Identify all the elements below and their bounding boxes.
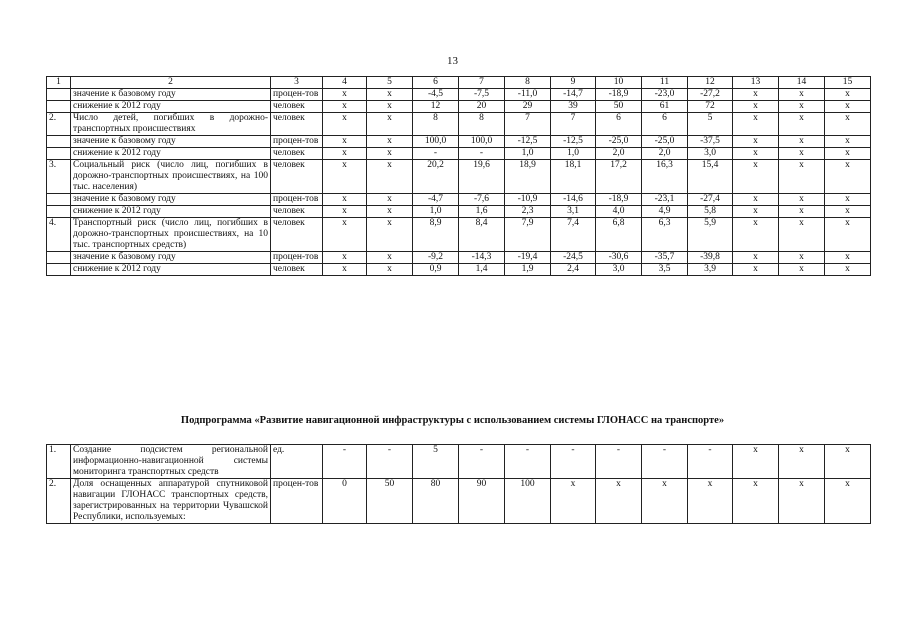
value-cell: -27,2 <box>688 89 733 101</box>
value-cell: х <box>323 252 367 264</box>
value-cell: х <box>733 445 779 479</box>
unit-of-measure: процен-тов <box>271 194 323 206</box>
value-cell: -7,5 <box>459 89 505 101</box>
subprogram-table <box>46 444 871 524</box>
value-cell: х <box>551 479 596 524</box>
table-row <box>47 89 871 101</box>
indicator-name: Социальный риск (число лиц, погибших в дорожно-транспортных происшествиях, на 100 тыс. населения) <box>71 160 271 194</box>
table-row <box>47 136 871 148</box>
value-cell: х <box>733 479 779 524</box>
value-cell: -27,4 <box>688 194 733 206</box>
value-cell: -12,5 <box>551 136 596 148</box>
value-cell: - <box>505 445 551 479</box>
page-number: 13 <box>447 55 458 67</box>
value-cell: -39,8 <box>688 252 733 264</box>
row-number: 1. <box>47 445 71 479</box>
value-cell: -12,5 <box>505 136 551 148</box>
value-cell: -4,7 <box>413 194 459 206</box>
value-cell: х <box>367 136 413 148</box>
row-number <box>47 89 71 101</box>
value-cell: -25,0 <box>642 136 688 148</box>
unit-of-measure: человек <box>271 113 323 136</box>
value-cell: х <box>642 479 688 524</box>
value-cell: х <box>367 206 413 218</box>
value-cell: х <box>825 206 871 218</box>
value-cell: х <box>825 101 871 113</box>
unit-of-measure: человек <box>271 218 323 252</box>
value-cell: х <box>779 445 825 479</box>
value-cell: х <box>733 160 779 194</box>
column-number: 6 <box>413 77 459 89</box>
value-cell: - <box>688 445 733 479</box>
value-cell: х <box>779 148 825 160</box>
value-cell: 16,3 <box>642 160 688 194</box>
value-cell: 6,8 <box>596 218 642 252</box>
column-number: 2 <box>71 77 271 89</box>
row-number: 3. <box>47 160 71 194</box>
value-cell: -14,3 <box>459 252 505 264</box>
table-row <box>47 160 871 194</box>
value-cell: х <box>825 136 871 148</box>
value-cell: х <box>733 264 779 276</box>
value-cell: - <box>596 445 642 479</box>
value-cell: х <box>733 218 779 252</box>
value-cell: 61 <box>642 101 688 113</box>
value-cell: х <box>367 89 413 101</box>
value-cell: -11,0 <box>505 89 551 101</box>
value-cell: 90 <box>459 479 505 524</box>
value-cell: 80 <box>413 479 459 524</box>
value-cell: 1,9 <box>505 264 551 276</box>
value-cell: 7 <box>505 113 551 136</box>
value-cell: - <box>459 445 505 479</box>
unit-of-measure: человек <box>271 148 323 160</box>
column-number: 7 <box>459 77 505 89</box>
value-cell: х <box>779 89 825 101</box>
value-cell: х <box>825 194 871 206</box>
value-cell: х <box>688 479 733 524</box>
unit-of-measure: процен-тов <box>271 252 323 264</box>
value-cell: 29 <box>505 101 551 113</box>
value-cell: -10,9 <box>505 194 551 206</box>
value-cell: - <box>459 148 505 160</box>
row-number <box>47 252 71 264</box>
value-cell: -7,6 <box>459 194 505 206</box>
value-cell: 5 <box>413 445 459 479</box>
row-number <box>47 264 71 276</box>
value-cell: -19,4 <box>505 252 551 264</box>
value-cell: 3,9 <box>688 264 733 276</box>
value-cell: 4,0 <box>596 206 642 218</box>
value-cell: 8 <box>459 113 505 136</box>
value-cell: х <box>779 479 825 524</box>
value-cell: 18,9 <box>505 160 551 194</box>
value-cell: х <box>825 148 871 160</box>
column-number-row <box>47 77 871 89</box>
column-number: 5 <box>367 77 413 89</box>
value-cell: х <box>323 194 367 206</box>
column-number: 3 <box>271 77 323 89</box>
value-cell: 72 <box>688 101 733 113</box>
value-cell: 7,4 <box>551 218 596 252</box>
column-number: 10 <box>596 77 642 89</box>
value-cell: 0 <box>323 479 367 524</box>
value-cell: 2,0 <box>642 148 688 160</box>
value-cell: х <box>323 113 367 136</box>
table-row <box>47 206 871 218</box>
value-cell: 7 <box>551 113 596 136</box>
indicator-name: значение к базовому году <box>71 252 271 264</box>
value-cell: 6 <box>596 113 642 136</box>
value-cell: -9,2 <box>413 252 459 264</box>
value-cell: х <box>367 113 413 136</box>
value-cell: х <box>825 89 871 101</box>
value-cell: 12 <box>413 101 459 113</box>
value-cell: 100 <box>505 479 551 524</box>
value-cell: х <box>825 479 871 524</box>
value-cell: х <box>779 194 825 206</box>
column-number: 4 <box>323 77 367 89</box>
column-number: 13 <box>733 77 779 89</box>
unit-of-measure: человек <box>271 101 323 113</box>
value-cell: х <box>367 160 413 194</box>
value-cell: 3,5 <box>642 264 688 276</box>
table-row <box>47 148 871 160</box>
value-cell: х <box>323 136 367 148</box>
column-number: 15 <box>825 77 871 89</box>
value-cell: 6 <box>642 113 688 136</box>
value-cell: 15,4 <box>688 160 733 194</box>
value-cell: х <box>733 113 779 136</box>
value-cell: 5,8 <box>688 206 733 218</box>
table-row <box>47 113 871 136</box>
value-cell: х <box>733 252 779 264</box>
table-row <box>47 445 871 479</box>
column-number: 1 <box>47 77 71 89</box>
column-number: 11 <box>642 77 688 89</box>
indicator-name: Транспортный риск (число лиц, погибших в дорожно-транспортных происшествиях, на 10 тыс. транспортных средств) <box>71 218 271 252</box>
value-cell: -35,7 <box>642 252 688 264</box>
value-cell: х <box>779 206 825 218</box>
value-cell: 39 <box>551 101 596 113</box>
subprogram-title: Подпрограмма «Развитие навигационной инфраструктуры с использованием системы ГЛОНАСС на транспорте» <box>180 415 725 426</box>
row-number <box>47 136 71 148</box>
value-cell: 100,0 <box>413 136 459 148</box>
value-cell: -24,5 <box>551 252 596 264</box>
indicator-name: снижение к 2012 году <box>71 148 271 160</box>
value-cell: 5,9 <box>688 218 733 252</box>
indicator-name: снижение к 2012 году <box>71 264 271 276</box>
value-cell: х <box>323 160 367 194</box>
indicators-table <box>46 76 871 276</box>
value-cell: х <box>779 136 825 148</box>
indicator-name: Создание подсистем региональной информационно-навигационной системы мониторинга транспортных средств <box>71 445 271 479</box>
unit-of-measure: процен-тов <box>271 136 323 148</box>
row-number: 2. <box>47 113 71 136</box>
value-cell: х <box>367 252 413 264</box>
value-cell: х <box>779 160 825 194</box>
row-number <box>47 206 71 218</box>
value-cell: -23,0 <box>642 89 688 101</box>
value-cell: х <box>733 101 779 113</box>
value-cell: 19,6 <box>459 160 505 194</box>
table-row <box>47 264 871 276</box>
value-cell: - <box>551 445 596 479</box>
value-cell: 2,3 <box>505 206 551 218</box>
value-cell: -18,9 <box>596 89 642 101</box>
value-cell: -4,5 <box>413 89 459 101</box>
value-cell: х <box>825 264 871 276</box>
value-cell: х <box>323 264 367 276</box>
value-cell: 20 <box>459 101 505 113</box>
value-cell: х <box>367 218 413 252</box>
value-cell: х <box>779 218 825 252</box>
value-cell: х <box>323 89 367 101</box>
value-cell: - <box>323 445 367 479</box>
value-cell: 4,9 <box>642 206 688 218</box>
value-cell: 3,0 <box>596 264 642 276</box>
value-cell: х <box>367 148 413 160</box>
value-cell: х <box>779 113 825 136</box>
value-cell: 20,2 <box>413 160 459 194</box>
value-cell: х <box>779 252 825 264</box>
value-cell: 1,0 <box>551 148 596 160</box>
column-number: 8 <box>505 77 551 89</box>
value-cell: -23,1 <box>642 194 688 206</box>
value-cell: 17,2 <box>596 160 642 194</box>
row-number <box>47 148 71 160</box>
indicator-name: снижение к 2012 году <box>71 206 271 218</box>
value-cell: х <box>825 160 871 194</box>
value-cell: - <box>642 445 688 479</box>
value-cell: 8,9 <box>413 218 459 252</box>
value-cell: 6,3 <box>642 218 688 252</box>
row-number: 2. <box>47 479 71 524</box>
unit-of-measure: процен-тов <box>271 479 323 524</box>
value-cell: 8 <box>413 113 459 136</box>
value-cell: х <box>323 218 367 252</box>
column-number: 14 <box>779 77 825 89</box>
table-row <box>47 194 871 206</box>
indicator-name: снижение к 2012 году <box>71 101 271 113</box>
unit-of-measure: человек <box>271 160 323 194</box>
row-number: 4. <box>47 218 71 252</box>
indicator-name: значение к базовому году <box>71 89 271 101</box>
value-cell: х <box>779 101 825 113</box>
value-cell: х <box>323 148 367 160</box>
table-row <box>47 218 871 252</box>
value-cell: х <box>367 264 413 276</box>
indicator-name: значение к базовому году <box>71 136 271 148</box>
value-cell: х <box>323 101 367 113</box>
column-number: 9 <box>551 77 596 89</box>
value-cell: 18,1 <box>551 160 596 194</box>
table-row <box>47 101 871 113</box>
value-cell: х <box>825 218 871 252</box>
value-cell: 5 <box>688 113 733 136</box>
value-cell: -37,5 <box>688 136 733 148</box>
value-cell: х <box>733 89 779 101</box>
row-number <box>47 194 71 206</box>
value-cell: 3,0 <box>688 148 733 160</box>
value-cell: 1,0 <box>413 206 459 218</box>
value-cell: 1,6 <box>459 206 505 218</box>
value-cell: 7,9 <box>505 218 551 252</box>
value-cell: х <box>733 194 779 206</box>
value-cell: 50 <box>596 101 642 113</box>
value-cell: х <box>733 148 779 160</box>
value-cell: 2,4 <box>551 264 596 276</box>
table-row <box>47 479 871 524</box>
indicator-name: значение к базовому году <box>71 194 271 206</box>
value-cell: 50 <box>367 479 413 524</box>
unit-of-measure: процен-тов <box>271 89 323 101</box>
value-cell: х <box>367 194 413 206</box>
value-cell: 1,4 <box>459 264 505 276</box>
value-cell: 3,1 <box>551 206 596 218</box>
value-cell: 0,9 <box>413 264 459 276</box>
row-number <box>47 101 71 113</box>
indicator-name: Число детей, погибших в дорожно-транспортных происшествиях <box>71 113 271 136</box>
value-cell: х <box>323 206 367 218</box>
value-cell: х <box>825 252 871 264</box>
value-cell: 1,0 <box>505 148 551 160</box>
value-cell: х <box>596 479 642 524</box>
value-cell: -14,7 <box>551 89 596 101</box>
unit-of-measure: ед. <box>271 445 323 479</box>
value-cell: - <box>367 445 413 479</box>
value-cell: х <box>733 136 779 148</box>
value-cell: -18,9 <box>596 194 642 206</box>
value-cell: 8,4 <box>459 218 505 252</box>
value-cell: х <box>733 206 779 218</box>
value-cell: 2,0 <box>596 148 642 160</box>
value-cell: 100,0 <box>459 136 505 148</box>
unit-of-measure: человек <box>271 264 323 276</box>
value-cell: х <box>779 264 825 276</box>
unit-of-measure: человек <box>271 206 323 218</box>
value-cell: -30,6 <box>596 252 642 264</box>
indicator-name: Доля оснащенных аппаратурой спутниковой навигации ГЛОНАСС транспортных средств, зарегистрированных на территории Чувашской Республики, используемых: <box>71 479 271 524</box>
column-number: 12 <box>688 77 733 89</box>
value-cell: х <box>825 445 871 479</box>
value-cell: х <box>825 113 871 136</box>
table-row <box>47 252 871 264</box>
value-cell: -25,0 <box>596 136 642 148</box>
value-cell: - <box>413 148 459 160</box>
value-cell: х <box>367 101 413 113</box>
value-cell: -14,6 <box>551 194 596 206</box>
